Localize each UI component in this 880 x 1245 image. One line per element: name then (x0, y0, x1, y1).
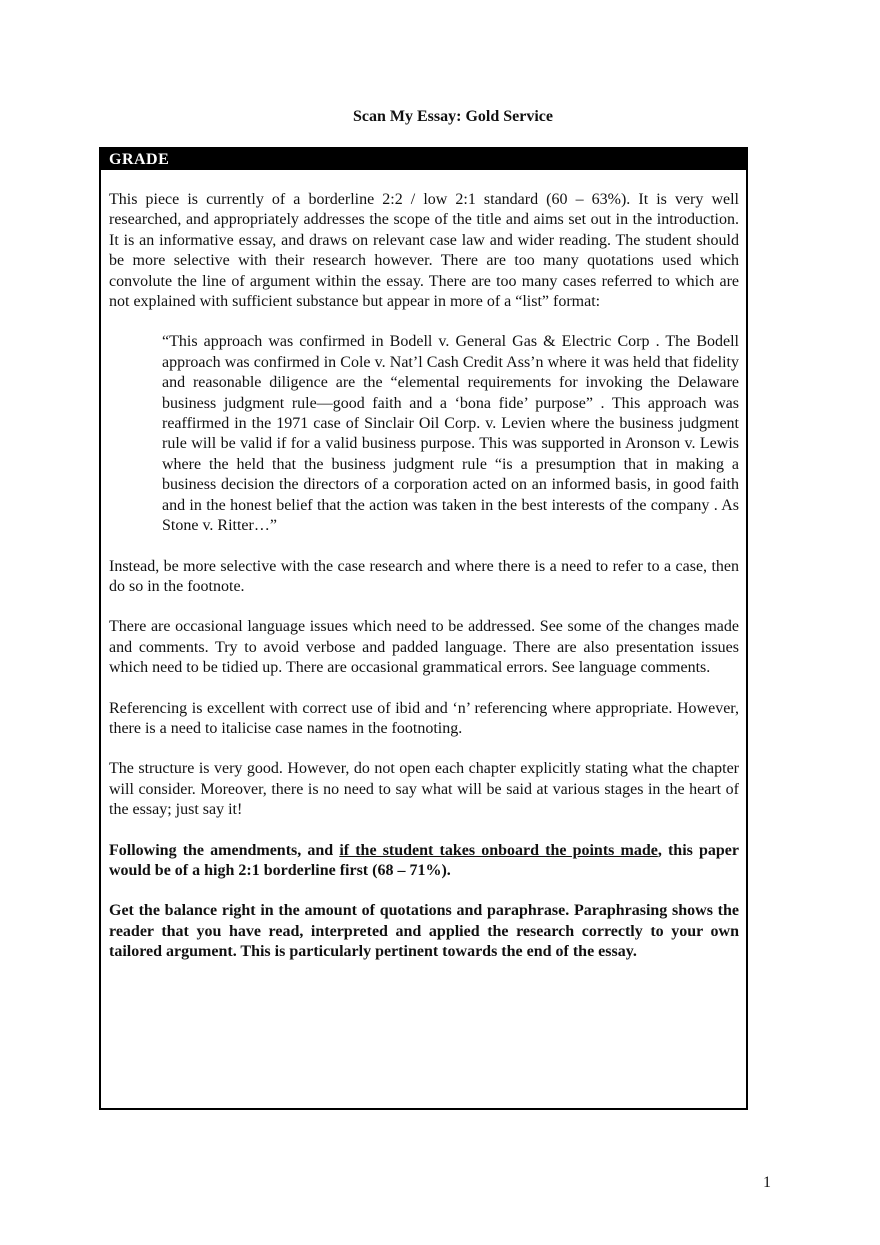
grade-summary-paragraph: This piece is currently of a borderline 2:2 / low 2:1 standard (60 – 63%). It is very well researched, and appropriately addresses the scope of the title and aims set out in the introduction. It is an informative essay, and draws on relevant case law and wider reading. The student should be more selective with their research however. There are too many quotations used which convolute the line of argument within the essay. There are too many cases referred to which are not explained with sufficient substance but appear in more of a “list” format: (109, 191, 739, 311)
grade-section-header: GRADE (101, 149, 746, 170)
case-research-paragraph: Instead, be more selective with the case research and where there is a need to refer to a case, then do so in the footnote. (109, 557, 739, 595)
document-title: Scan My Essay: Gold Service (353, 108, 553, 125)
structure-paragraph: The structure is very good. However, do not open each chapter explicitly stating what the chapter will consider. Moreover, there is no need to say what will be said at various stages in the heart of the essay; just say it! (109, 760, 739, 819)
amendments-text-start: Following the amendments, and (109, 841, 340, 859)
example-quotation: “This approach was confirmed in Bodell v. General Gas & Electric Corp . The Bodell approach was confirmed in Cole v. Nat’l Cash Credit Ass’n where it was held that fidelity and reasonable diligence are the “elemental requirements for invoking the Delaware business judgment rule—good faith and a ‘bona fide’ purpose” . This approach was reaffirmed in the 1971 case of Sinclair Oil Corp. v. Levien where the business judgment rule will be valid if for a valid business purpose. This was supported in Aronson v. Lewis where the held that the business judgment rule “is a presumption that in making a business decision the directors of a corporation acted on an informed basis, in good faith and in the honest belief that the action was taken in the best interests of the company . As Stone v. Ritter…” (162, 333, 739, 535)
page-number: 1 (763, 1174, 771, 1191)
amendments-paragraph (109, 841, 739, 882)
grade-box (99, 147, 748, 1110)
grade-content (101, 170, 746, 963)
language-issues-paragraph: There are occasional language issues which need to be addressed. See some of the changes made and comments. Try to avoid verbose and padded language. There are also presentation issues which need to be tidied up. There are occasional grammatical errors. See language comments. (109, 618, 739, 677)
paraphrase-advice-paragraph: Get the balance right in the amount of quotations and paraphrase. Paraphrasing shows the reader that you have read, interpreted and applied the research correctly to your own tailored argument. This is particularly pertinent towards the end of the essay. (109, 902, 739, 961)
amendments-underlined-text: if the student takes onboard the points made (339, 841, 658, 859)
amendments-text-end: , this paper would be of a high 2:1 borderline first (68 – 71%). (109, 841, 740, 879)
referencing-paragraph: Referencing is excellent with correct use of ibid and ‘n’ referencing where appropriate. However, there is a need to italicise case names in the footnoting. (109, 699, 739, 737)
